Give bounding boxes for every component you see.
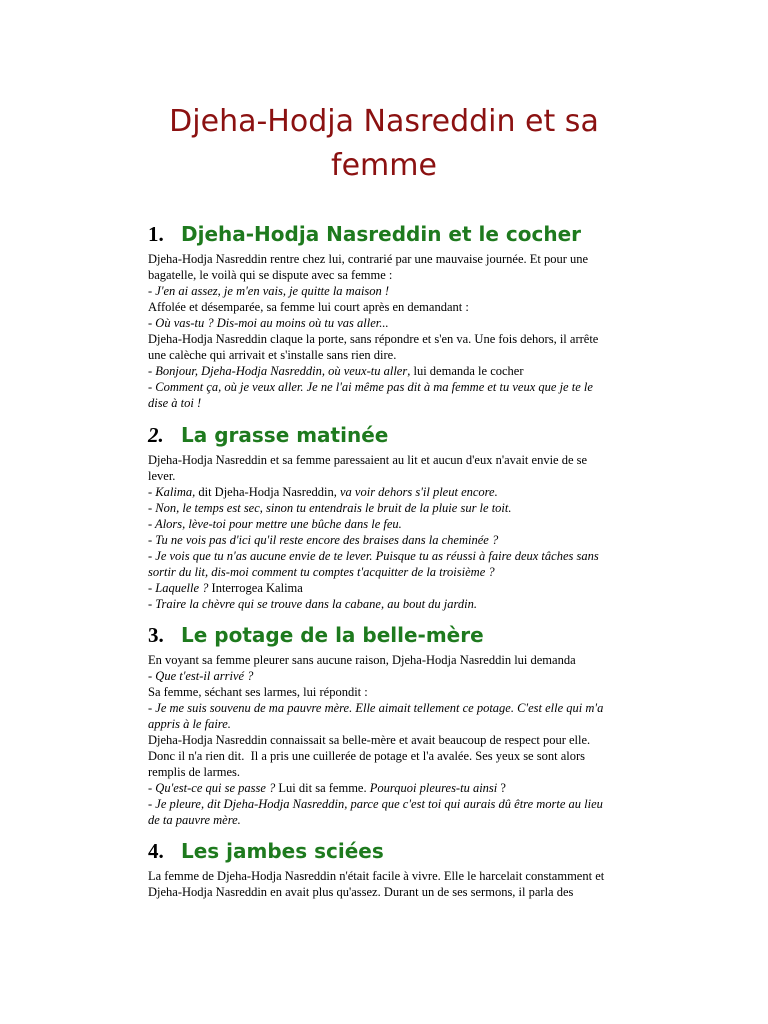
text-run: En voyant sa femme pleurer sans aucune raison, Djeha-Hodja Nasreddin lui demanda bbox=[148, 653, 576, 667]
text-run: dise à toi ! bbox=[148, 396, 202, 410]
text-line bbox=[148, 331, 648, 347]
text-line bbox=[148, 267, 648, 283]
text-line bbox=[148, 395, 648, 411]
text-run: Pourquoi pleures-tu ainsi bbox=[369, 781, 498, 795]
text-run: appris à le faire. bbox=[148, 717, 231, 731]
text-run: - Kalima, bbox=[148, 485, 196, 499]
text-run: Djeha-Hodja Nasreddin claque la porte, sans répondre et s'en va. Une fois dehors, il arrête bbox=[148, 332, 599, 346]
text-run: - Tu ne vois pas d'ici qu'il reste encore des braises dans la cheminée ? bbox=[148, 533, 499, 547]
text-line bbox=[148, 580, 648, 596]
text-line bbox=[148, 315, 648, 331]
section-title: Djeha-Hodja Nasreddin et le cocher bbox=[181, 222, 582, 246]
text-run: - Je pleure, dit Djeha-Hodja Nasreddin, parce que c'est toi qui aurais dû être morte au lieu bbox=[148, 797, 603, 811]
text-line bbox=[148, 780, 648, 796]
text-line bbox=[148, 684, 648, 700]
text-line bbox=[148, 532, 648, 548]
text-run: dit Djeha-Hodja Nasreddin, bbox=[195, 485, 340, 499]
text-line bbox=[148, 812, 648, 828]
text-line bbox=[148, 716, 648, 732]
section-number: 3. bbox=[148, 623, 164, 647]
section-1 bbox=[148, 222, 648, 411]
text-run: - Alors, lève-toi pour mettre une bûche dans le feu. bbox=[148, 517, 402, 531]
text-run: - Qu'est-ce qui se passe ? bbox=[148, 781, 276, 795]
section-title: La grasse matinée bbox=[181, 423, 389, 447]
text-run: - Je me suis souvenu de ma pauvre mère. Elle aimait tellement ce potage. C'est elle qui m'a bbox=[148, 701, 604, 715]
text-run: une calèche qui arrivait et s'installe sans rien dire. bbox=[148, 348, 397, 362]
text-line bbox=[148, 764, 648, 780]
section-number: 2. bbox=[148, 423, 164, 447]
text-run: - Où vas-tu ? Dis-moi au moins où tu vas aller... bbox=[148, 316, 389, 330]
text-run: remplis de larmes. bbox=[148, 765, 240, 779]
title-line-2: femme bbox=[331, 148, 437, 183]
section-body bbox=[148, 452, 648, 612]
text-run: Interrogea Kalima bbox=[208, 581, 303, 595]
section-2 bbox=[148, 423, 648, 612]
text-run: va voir dehors s'il pleut encore. bbox=[340, 485, 498, 499]
section-4 bbox=[148, 839, 648, 900]
text-run: Lui dit sa femme. bbox=[275, 781, 370, 795]
text-run: Djeha-Hodja Nasreddin rentre chez lui, contrarié par une mauvaise journée. Et pour une bbox=[148, 252, 589, 266]
text-run: - Comment ça, où je veux aller. Je ne l'ai même pas dit à ma femme et tu veux que je te le bbox=[148, 380, 593, 394]
text-run: , lui demanda le cocher bbox=[407, 364, 524, 378]
section-heading bbox=[148, 222, 648, 247]
section-body bbox=[148, 868, 648, 900]
text-run: bagatelle, le voilà qui se dispute avec sa femme : bbox=[148, 268, 393, 282]
section-number: 4. bbox=[148, 839, 164, 863]
text-line bbox=[148, 732, 648, 748]
text-run: - J'en ai assez, je m'en vais, je quitte la maison ! bbox=[148, 284, 390, 298]
text-run: Affolée et désemparée, sa femme lui court après en demandant : bbox=[148, 300, 469, 314]
section-number: 1. bbox=[148, 222, 164, 246]
text-line bbox=[148, 452, 648, 468]
text-line bbox=[148, 884, 648, 900]
text-run: Djeha-Hodja Nasreddin en avait plus qu'assez. Durant un de ses sermons, il parla des bbox=[148, 885, 574, 899]
text-line bbox=[148, 516, 648, 532]
text-line bbox=[148, 748, 648, 764]
text-line bbox=[148, 379, 648, 395]
text-run: Sa femme, séchant ses larmes, lui répondit : bbox=[148, 685, 368, 699]
text-line bbox=[148, 652, 648, 668]
text-run: - Bonjour, Djeha-Hodja Nasreddin, où veux-tu aller bbox=[148, 364, 408, 378]
text-run: de ta pauvre mère. bbox=[148, 813, 241, 827]
text-run: lever. bbox=[148, 469, 176, 483]
text-line bbox=[148, 868, 648, 884]
text-run: ? bbox=[497, 781, 506, 795]
text-line bbox=[148, 500, 648, 516]
text-line bbox=[148, 251, 648, 267]
text-line bbox=[148, 700, 648, 716]
text-line bbox=[148, 299, 648, 315]
text-line bbox=[148, 347, 648, 363]
section-heading bbox=[148, 839, 648, 864]
text-run: Djeha-Hodja Nasreddin connaissait sa belle-mère et avait beaucoup de respect pour elle. bbox=[148, 733, 591, 747]
text-line bbox=[148, 564, 648, 580]
text-line bbox=[148, 363, 648, 379]
text-run: - Que t'est-il arrivé ? bbox=[148, 669, 254, 683]
text-line bbox=[148, 596, 648, 612]
text-run: Djeha-Hodja Nasreddin et sa femme paressaient au lit et aucun d'eux n'avait envie de se bbox=[148, 453, 588, 467]
text-run: Donc il n'a rien dit. Il a pris une cuillerée de potage et l'a avalée. Ses yeux se sont alors bbox=[148, 749, 585, 763]
text-run: - Laquelle ? bbox=[148, 581, 209, 595]
text-run: - Je vois que tu n'as aucune envie de te lever. Puisque tu as réussi à faire deux tâches sans bbox=[148, 549, 599, 563]
text-line bbox=[148, 484, 648, 500]
section-3 bbox=[148, 623, 648, 828]
text-line bbox=[148, 283, 648, 299]
text-line bbox=[148, 548, 648, 564]
text-run: - Traire la chèvre qui se trouve dans la cabane, au bout du jardin. bbox=[148, 597, 478, 611]
text-line bbox=[148, 796, 648, 812]
section-body bbox=[148, 251, 648, 411]
section-heading bbox=[148, 623, 648, 648]
text-line bbox=[148, 668, 648, 684]
section-title: Le potage de la belle-mère bbox=[181, 623, 484, 647]
text-line bbox=[148, 468, 648, 484]
section-title: Les jambes sciées bbox=[181, 839, 384, 863]
section-heading bbox=[148, 423, 648, 448]
text-run: sortir du lit, dis-moi comment tu comptes t'acquitter de la troisième ? bbox=[148, 565, 495, 579]
document-title bbox=[100, 100, 668, 188]
text-run: - Non, le temps est sec, sinon tu entendrais le bruit de la pluie sur le toit. bbox=[148, 501, 512, 515]
title-line-1: Djeha-Hodja Nasreddin et sa bbox=[169, 104, 599, 139]
section-body bbox=[148, 652, 648, 828]
text-run: La femme de Djeha-Hodja Nasreddin n'était facile à vivre. Elle le harcelait constamment et bbox=[148, 869, 605, 883]
